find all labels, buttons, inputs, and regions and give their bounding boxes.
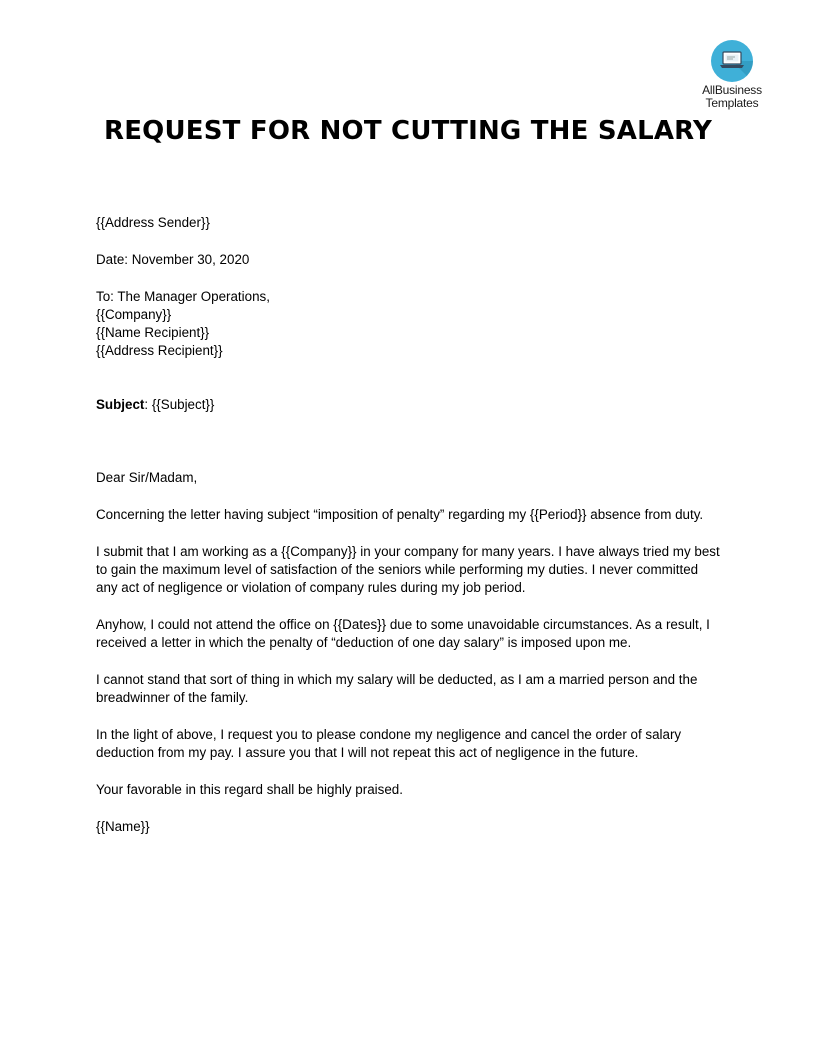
- paragraph-1: [96, 506, 726, 524]
- paragraph-2: [96, 543, 726, 597]
- subject-value: : {{Subject}}: [144, 397, 215, 412]
- paragraph-line: received a letter in which the penalty of “deduction of one day salary” is imposed upon me.: [96, 635, 632, 650]
- subject-line: [96, 396, 726, 414]
- salutation: Dear Sir/Madam,: [96, 470, 198, 485]
- paragraph-3: [96, 616, 726, 652]
- laptop-icon: [711, 40, 753, 82]
- paragraph-line: any act of negligence or violation of company rules during my job period.: [96, 580, 526, 595]
- paragraph-line: to gain the maximum level of satisfaction of the seniors while performing my duties. I never committed: [96, 562, 699, 577]
- subject-label: Subject: [96, 397, 145, 412]
- logo-line-1: AllBusiness: [702, 83, 762, 97]
- recipient-name: {{Name Recipient}}: [96, 325, 210, 340]
- paragraph-line: breadwinner of the family.: [96, 690, 249, 705]
- paragraph-line: Anyhow, I could not attend the office on {{Dates}} due to some unavoidable circumstances. As a result, I: [96, 617, 710, 632]
- letter-body: [96, 214, 726, 836]
- paragraph-line: Your favorable in this regard shall be highly praised.: [96, 782, 403, 797]
- paragraph-6: [96, 781, 726, 799]
- logo-line-2: Templates: [705, 96, 759, 110]
- signature: {{Name}}: [96, 819, 150, 834]
- recipient-address: {{Address Recipient}}: [96, 343, 223, 358]
- allbusiness-logo: [690, 40, 774, 110]
- paragraph-4: [96, 671, 726, 707]
- recipient-company: {{Company}}: [96, 307, 172, 322]
- document-title: REQUEST FOR NOT CUTTING THE SALARY: [103, 116, 712, 146]
- paragraph-line: I cannot stand that sort of thing in which my salary will be deducted, as I am a married person and the: [96, 672, 698, 687]
- paragraph-line: Concerning the letter having subject “imposition of penalty” regarding my {{Period}} absence from duty.: [96, 507, 704, 522]
- logo-circle: [711, 40, 753, 82]
- paragraph-5: [96, 726, 726, 762]
- date-line: Date: November 30, 2020: [96, 252, 250, 267]
- sender-address: {{Address Sender}}: [96, 215, 210, 230]
- recipient-to: To: The Manager Operations,: [96, 289, 270, 304]
- logo-text: [690, 84, 774, 110]
- paragraph-line: deduction from my pay. I assure you that I will not repeat this act of negligence in the future.: [96, 745, 639, 760]
- paragraph-line: I submit that I am working as a {{Company}} in your company for many years. I have always tried my best: [96, 544, 720, 559]
- paragraph-line: In the light of above, I request you to please condone my negligence and cancel the order of salary: [96, 727, 682, 742]
